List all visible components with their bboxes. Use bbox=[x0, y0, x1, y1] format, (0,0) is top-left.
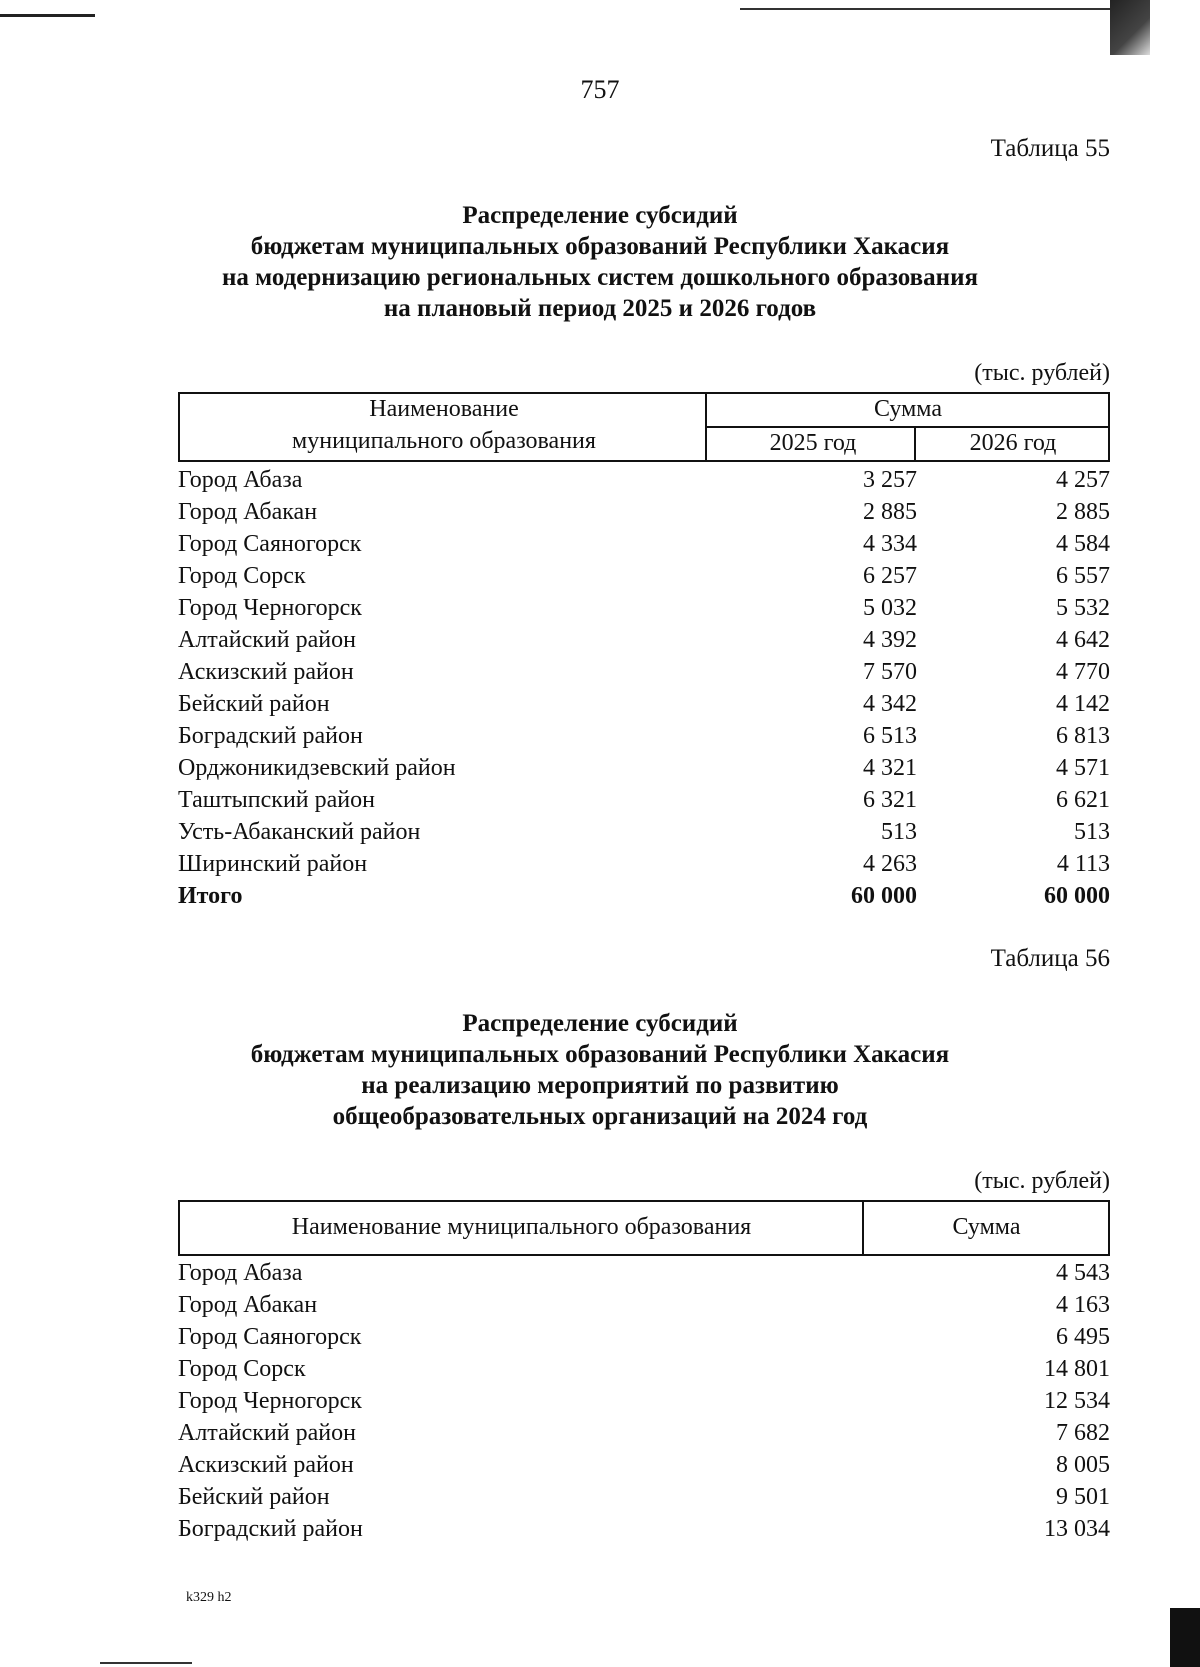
table-divider bbox=[862, 1200, 864, 1256]
row-name: Город Сорск bbox=[178, 563, 306, 589]
row-name: Город Абаза bbox=[178, 1260, 303, 1286]
row-name: Боградский район bbox=[178, 1516, 363, 1542]
total-label: Итого bbox=[178, 883, 243, 909]
row-value-2025: 3 257 bbox=[863, 467, 917, 493]
row-name: Алтайский район bbox=[178, 1420, 356, 1446]
row-value-2025: 6 257 bbox=[863, 563, 917, 589]
row-name: Боградский район bbox=[178, 723, 363, 749]
scan-artifact bbox=[0, 14, 95, 17]
row-value-2025: 2 885 bbox=[863, 499, 917, 525]
header-name-line2: муниципального образования bbox=[292, 428, 596, 454]
row-sum: 8 005 bbox=[1056, 1452, 1110, 1478]
footer-code: k329 h2 bbox=[186, 1590, 232, 1605]
row-name: Город Сорск bbox=[178, 1356, 306, 1382]
row-value-2025: 5 032 bbox=[863, 595, 917, 621]
header-year-2025: 2025 год bbox=[769, 430, 857, 456]
scan-artifact bbox=[1110, 0, 1150, 55]
row-value-2026: 4 113 bbox=[1056, 851, 1110, 877]
row-name: Город Абаза bbox=[178, 467, 303, 493]
table-row bbox=[178, 1289, 1110, 1321]
table-row bbox=[178, 784, 1110, 816]
row-value-2026: 4 571 bbox=[1056, 755, 1110, 781]
table-row bbox=[178, 1353, 1110, 1385]
table-row bbox=[178, 560, 1110, 592]
row-value-2025: 6 321 bbox=[863, 787, 917, 813]
row-sum: 4 543 bbox=[1056, 1260, 1110, 1286]
row-sum: 6 495 bbox=[1056, 1324, 1110, 1350]
title-line: на модернизацию региональных систем дошкольного образования bbox=[222, 264, 978, 291]
table-55-unit: (тыс. рублей) bbox=[974, 360, 1110, 386]
header-sum: Сумма bbox=[952, 1214, 1021, 1240]
row-value-2025: 4 321 bbox=[863, 755, 917, 781]
header-name: Наименование муниципального образования bbox=[291, 1214, 752, 1240]
row-value-2025: 4 263 bbox=[863, 851, 917, 877]
row-name: Город Черногорск bbox=[178, 1388, 362, 1414]
title-line: общеобразовательных организаций на 2024 год bbox=[332, 1103, 868, 1130]
title-line: на плановый период 2025 и 2026 годов bbox=[383, 295, 817, 322]
row-sum: 12 534 bbox=[1044, 1388, 1110, 1414]
table-row bbox=[178, 464, 1110, 496]
table-divider bbox=[705, 426, 1110, 428]
row-name: Город Черногорск bbox=[178, 595, 362, 621]
row-sum: 9 501 bbox=[1056, 1484, 1110, 1510]
row-name: Город Абакан bbox=[178, 499, 318, 525]
header-year-2026: 2026 год bbox=[969, 430, 1057, 456]
title-line: Распределение субсидий bbox=[462, 202, 738, 229]
table-56-label: Таблица 56 bbox=[990, 945, 1110, 972]
row-value-2026: 4 584 bbox=[1056, 531, 1110, 557]
row-name: Бейский район bbox=[178, 1484, 330, 1510]
row-value-2025: 4 342 bbox=[863, 691, 917, 717]
table-total-row bbox=[178, 880, 1110, 912]
row-name: Город Абакан bbox=[178, 1292, 318, 1318]
row-value-2025: 513 bbox=[881, 819, 917, 845]
row-sum: 14 801 bbox=[1044, 1356, 1110, 1382]
row-sum: 13 034 bbox=[1044, 1516, 1110, 1542]
title-line: бюджетам муниципальных образований Республики Хакасия bbox=[250, 1041, 950, 1068]
page-number: 757 bbox=[580, 75, 620, 104]
table-55-label: Таблица 55 bbox=[990, 135, 1110, 162]
row-value-2026: 5 532 bbox=[1056, 595, 1110, 621]
table-row bbox=[178, 848, 1110, 880]
table-row bbox=[178, 1481, 1110, 1513]
title-line: Распределение субсидий bbox=[462, 1010, 738, 1037]
row-name: Аскизский район bbox=[178, 1452, 354, 1478]
row-value-2026: 6 813 bbox=[1056, 723, 1110, 749]
title-line: бюджетам муниципальных образований Республики Хакасия bbox=[250, 233, 950, 260]
row-name: Усть-Абаканский район bbox=[178, 819, 421, 845]
total-value-2026: 60 000 bbox=[1044, 883, 1110, 909]
scan-artifact bbox=[740, 8, 1135, 10]
row-value-2025: 6 513 bbox=[863, 723, 917, 749]
table-row bbox=[178, 1257, 1110, 1289]
row-name: Алтайский район bbox=[178, 627, 356, 653]
row-name: Орджоникидзевский район bbox=[178, 755, 456, 781]
table-56-header bbox=[178, 1200, 1110, 1256]
table-row bbox=[178, 656, 1110, 688]
row-value-2026: 513 bbox=[1074, 819, 1110, 845]
table-divider bbox=[914, 426, 916, 462]
header-sum: Сумма bbox=[874, 396, 942, 422]
row-name: Аскизский район bbox=[178, 659, 354, 685]
row-value-2026: 4 770 bbox=[1056, 659, 1110, 685]
row-value-2025: 4 392 bbox=[863, 627, 917, 653]
scan-artifact bbox=[1170, 1608, 1200, 1667]
row-name: Город Саяногорск bbox=[178, 531, 362, 557]
table-row bbox=[178, 1513, 1110, 1545]
header-name-line1: Наименование bbox=[369, 396, 519, 422]
row-value-2026: 4 142 bbox=[1056, 691, 1110, 717]
table-row bbox=[178, 1417, 1110, 1449]
table-row bbox=[178, 592, 1110, 624]
table-row bbox=[178, 1385, 1110, 1417]
table-row bbox=[178, 528, 1110, 560]
table-row bbox=[178, 496, 1110, 528]
table-row bbox=[178, 752, 1110, 784]
row-value-2025: 7 570 bbox=[863, 659, 917, 685]
row-value-2026: 6 621 bbox=[1056, 787, 1110, 813]
table-row bbox=[178, 1449, 1110, 1481]
row-name: Ширинский район bbox=[178, 851, 368, 877]
table-row bbox=[178, 816, 1110, 848]
table-row bbox=[178, 688, 1110, 720]
row-sum: 4 163 bbox=[1056, 1292, 1110, 1318]
table-56-unit: (тыс. рублей) bbox=[974, 1168, 1110, 1194]
row-name: Бейский район bbox=[178, 691, 330, 717]
row-sum: 7 682 bbox=[1056, 1420, 1110, 1446]
table-row bbox=[178, 1321, 1110, 1353]
row-value-2026: 4 642 bbox=[1056, 627, 1110, 653]
table-row bbox=[178, 624, 1110, 656]
row-name: Город Саяногорск bbox=[178, 1324, 362, 1350]
row-name: Таштыпский район bbox=[178, 787, 375, 813]
row-value-2026: 2 885 bbox=[1056, 499, 1110, 525]
scan-artifact bbox=[100, 1662, 192, 1664]
row-value-2025: 4 334 bbox=[863, 531, 917, 557]
table-55-title bbox=[0, 200, 1200, 324]
table-row bbox=[178, 720, 1110, 752]
row-value-2026: 6 557 bbox=[1056, 563, 1110, 589]
row-value-2026: 4 257 bbox=[1056, 467, 1110, 493]
table-56-title bbox=[0, 1008, 1200, 1132]
title-line: на реализацию мероприятий по развитию bbox=[361, 1072, 839, 1099]
total-value-2025: 60 000 bbox=[851, 883, 917, 909]
